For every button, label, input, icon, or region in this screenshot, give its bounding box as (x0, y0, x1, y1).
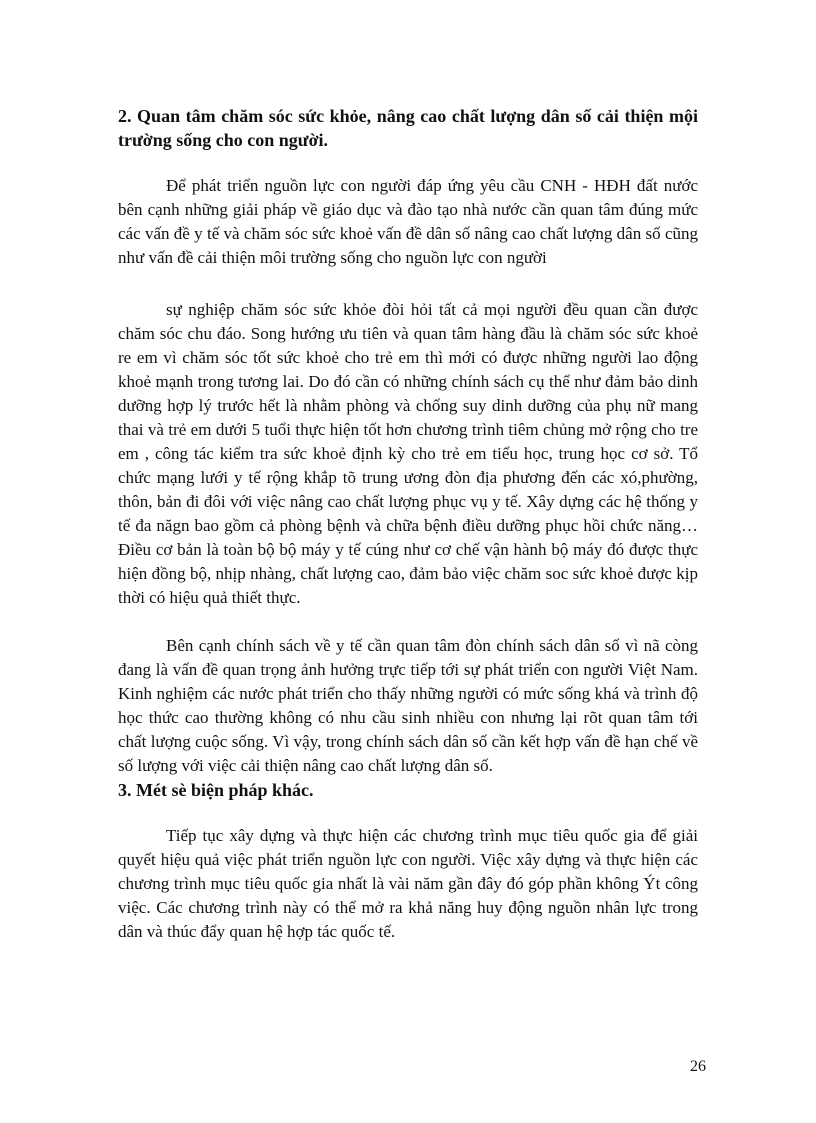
section-3-paragraph-1: Tiếp tục xây dựng và thực hiện các chương trình mục tiêu quốc gia để giải quyết hiệu quả việc phát triển nguồn lực con người. Việc xây dựng và thực hiện các chương trình mục tiêu quốc gia nhất là vài năm gần đây đó góp phần không Ýt công việc. Các chương trình này có thể mở ra khả năng huy động nguồn nhân lực trong dân và thúc đẩy quan hệ hợp tác quốc tế. (118, 826, 698, 941)
page-number: 26 (690, 1058, 706, 1075)
section-2-paragraph-2: sự nghiệp chăm sóc sức khỏe đòi hỏi tất cả mọi người đều quan cần được chăm sóc chu đáo. Song hướng ưu tiên và quan tâm hàng đầu là chăm sóc sức khoẻ re em vì chăm sóc tốt sức khoẻ cho trẻ em thì mới có được những người lao động khoẻ mạnh trong tương lai. Do đó cần có những chính sách cụ thể như đảm bảo dinh dưỡng hợp lý trước hết là nhằm phòng và chống suy dinh dưỡng của phụ nữ mang thai và trẻ em dưới 5 tuổi thực hiện tốt hơn chương trình tiêm chủng mở rộng cho tre em , công tác kiểm tra sức khoẻ định kỳ cho trẻ em tiểu học, trung học cơ sở. Tổ chức mạng lưới y tế rộng khắp tõ trung ương đòn địa phương đến các xó,phường, thôn, bản đi đôi với việc nâng cao chất lượng phục vụ y tế. Xây dựng các hệ thống y tế đa năgn bao gồm cả phòng bệnh và chữa bệnh điều dưỡng phục hồi chức năng… Điều cơ bản là toàn bộ bộ máy y tế cúng như cơ chế vận hành bộ máy đó được thực hiện đồng bộ, nhịp nhàng, chất lượng cao, đảm bảo việc chăm soc sức khoẻ được kịp thời có hiệu quả thiết thực. (118, 300, 698, 607)
section-2-heading: 2. Quan tâm chăm sóc sức khỏe, nâng cao chất lượng dân số cải thiện mội trường sống cho con người. (118, 106, 698, 150)
document-page (118, 100, 698, 944)
section-2-paragraph-1: Để phát triển nguồn lực con người đáp ứng yêu cầu CNH - HĐH đất nước bên cạnh những giải pháp về giáo dục và đào tạo nhà nước cần quan tâm đúng mức các vấn đề y tế và chăm sóc sức khoẻ vấn đề dân số nâng cao chất lượng dân số cũng như vấn đề cải thiện môi trường sống cho nguồn lực con người (118, 176, 698, 267)
section-2-paragraph-3: Bên cạnh chính sách về y tế cần quan tâm đòn chính sách dân số vì nã còng đang là vấn đề quan trọng ảnh hưởng trực tiếp tới sự phát triển con người Việt Nam. Kinh nghiệm các nước phát triển cho thấy những người có mức sống khá và trình độ học thức cao thường không có nhu cầu sinh nhiều con nhưng lại rõt quan tâm tới chất lượng cuộc sống. Vì vậy, trong chính sách dân số cần kết hợp vấn đề hạn chế về số lượng với việc cải thiện nâng cao chất lượng dân số. (118, 636, 698, 775)
section-3-heading: 3. Mét sè biện pháp khác. (118, 780, 314, 800)
